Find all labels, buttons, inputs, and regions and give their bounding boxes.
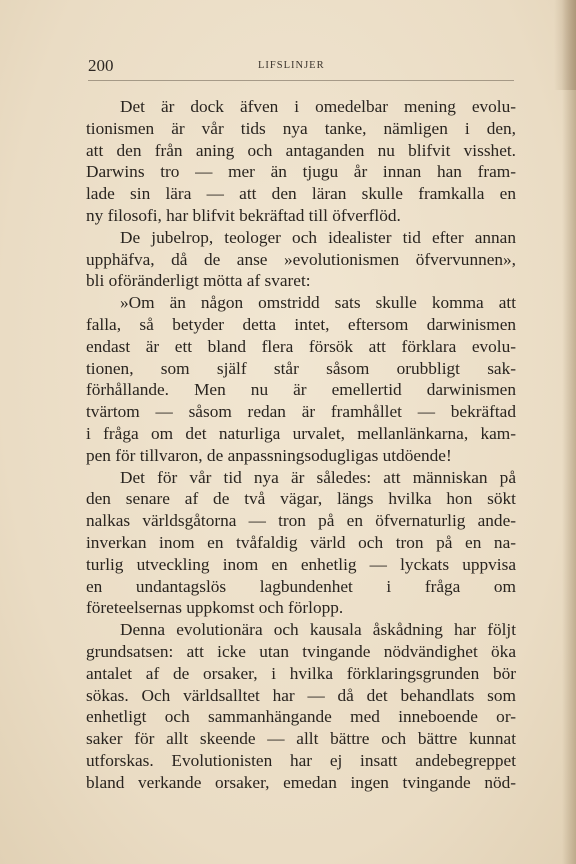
page-edge-shadow [562, 0, 576, 864]
header-rule [88, 80, 514, 81]
text-line: antalet af de orsaker, i hvilka förklaringsgrunden bör [86, 663, 516, 683]
text-line: ny filosofi, har blifvit bekräftad till öfverflöd. [86, 205, 401, 225]
text-line: i fråga om det naturliga urvalet, mellanlänkarna, kam- [86, 423, 516, 443]
text-line: turlig utveckling inom en enhetlig — lyckats uppvisa [86, 554, 516, 574]
page-corner-shadow [554, 0, 576, 90]
text-line: en undantagslös lagbundenhet i fråga om [86, 576, 516, 596]
text-line: Denna evolutionära och kausala åskådning har följt [120, 620, 516, 640]
text-line: den senare af de två vägar, längs hvilka hon sökt [86, 489, 516, 509]
text-line: pen för tillvaron, de anpassningsodugligas utdöende! [86, 445, 452, 465]
text-line: upphäfva, då de anse »evolutionismen öfvervunnen», [86, 249, 516, 269]
text-line: Darwins tro — mer än tjugu år innan han fram- [86, 162, 516, 182]
text-line: »Om än någon omstridd sats skulle komma att [120, 293, 516, 313]
body-text [86, 96, 516, 794]
text-line: tionismen är vår tids nya tanke, nämligen i den, [86, 118, 516, 138]
page-number: 200 [88, 56, 114, 75]
text-line: De jubelrop, teologer och idealister tid efter annan [120, 227, 516, 247]
text-line: bland verkande orsaker, emedan ingen tvingande nöd- [86, 772, 516, 792]
text-line: att den från aning och antaganden nu blifvit visshet. [86, 140, 516, 160]
text-line: utforskas. Evolutionisten har ej insatt andebegreppet [86, 750, 516, 770]
running-title: LIFSLINJER [258, 60, 325, 71]
text-line: endast är ett bland flera försök att förklara evolu- [86, 336, 516, 356]
text-line: tionen, som själf står såsom orubbligt sak- [86, 358, 516, 378]
text-line: företeelsernas uppkomst och förlopp. [86, 598, 344, 618]
text-line: enhetligt och sammanhängande med inneboende or- [86, 707, 516, 727]
text-line: falla, så betyder detta intet, eftersom darwinismen [86, 314, 516, 334]
text-line: grundsatsen: att icke utan tvingande nödvändighet öka [86, 641, 516, 661]
text-line: inverkan inom en tvåfaldig värld och tron på en na- [86, 532, 516, 552]
text-line: förhållande. Men nu är emellertid darwinismen [86, 380, 516, 400]
text-line: bli oföränderligt mötta af svaret: [86, 271, 311, 291]
text-line: saker för allt skeende — allt bättre och bättre kunnat [86, 729, 516, 749]
text-line: tvärtom — såsom redan är framhållet — bekräftad [86, 402, 516, 422]
text-line: lade sin lära — att den läran skulle framkalla en [86, 184, 516, 204]
text-line: Det är dock äfven i omedelbar mening evolu- [120, 97, 516, 116]
text-line: sökas. Och världsalltet har — då det behandlats som [86, 685, 516, 705]
page-header [88, 56, 513, 78]
text-line: nalkas världsgåtorna — tron på en öfvernaturlig ande- [86, 511, 516, 531]
text-line: Det för vår tid nya är således: att människan på [120, 467, 516, 487]
